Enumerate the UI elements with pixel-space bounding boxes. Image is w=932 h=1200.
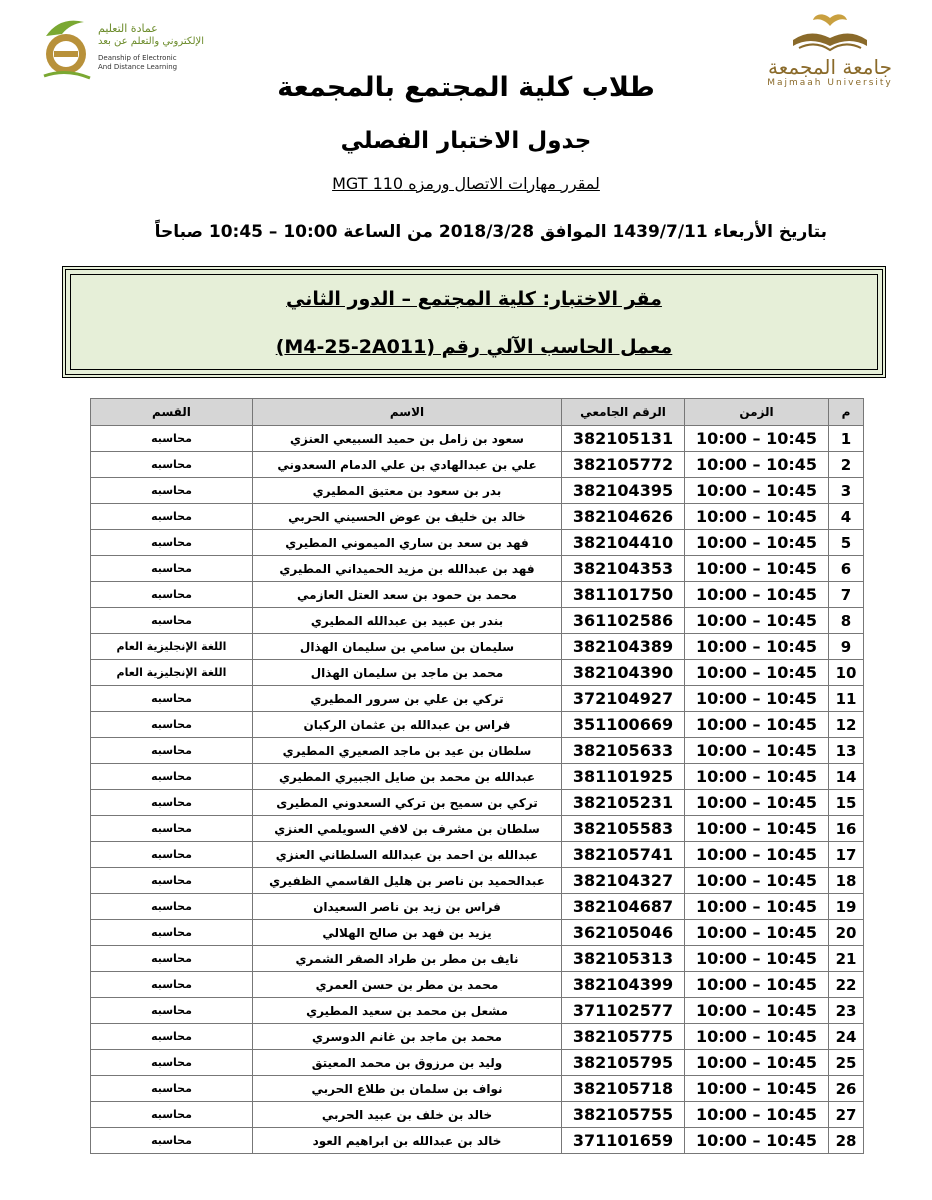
cell-name: بدر بن سعود بن معتيق المطيري [253, 478, 562, 504]
cell-name: يزيد بن فهد بن صالح الهلالي [253, 920, 562, 946]
table-row [91, 946, 864, 972]
cell-dept: محاسبه [91, 738, 253, 764]
cell-num: 13 [829, 738, 864, 764]
cell-id: 382105755 [562, 1102, 685, 1128]
table-row [91, 530, 864, 556]
cell-name: محمد بن ماجد بن سليمان الهذال [253, 660, 562, 686]
cell-num: 10 [829, 660, 864, 686]
cell-time: 10:00 – 10:45 [685, 842, 829, 868]
cell-id: 382104353 [562, 556, 685, 582]
table-row [91, 556, 864, 582]
schedule-title: جدول الاختبار الفصلي [340, 128, 592, 154]
venue-location: مقر الاختبار: كلية المجتمع – الدور الثاني [286, 288, 662, 310]
cell-dept: محاسبه [91, 842, 253, 868]
cell-time: 10:00 – 10:45 [685, 608, 829, 634]
cell-id: 382104410 [562, 530, 685, 556]
deanship-name-arabic-line2: الإلكتروني والتعلم عن بعد [98, 36, 204, 47]
cell-name: مشعل بن محمد بن سعيد المطيري [253, 998, 562, 1024]
cell-time: 10:00 – 10:45 [685, 530, 829, 556]
university-name-english: Majmaah University [767, 78, 893, 88]
cell-id: 371101659 [562, 1128, 685, 1154]
cell-time: 10:00 – 10:45 [685, 634, 829, 660]
cell-time: 10:00 – 10:45 [685, 1076, 829, 1102]
cell-time: 10:00 – 10:45 [685, 1024, 829, 1050]
cell-num: 16 [829, 816, 864, 842]
cell-name: سلطان بن عيد بن ماجد الصعيري المطيري [253, 738, 562, 764]
cell-time: 10:00 – 10:45 [685, 894, 829, 920]
deanship-name-arabic-line1: عمادة التعليم [98, 22, 158, 35]
cell-num: 5 [829, 530, 864, 556]
cell-dept: محاسبه [91, 686, 253, 712]
table-row [91, 764, 864, 790]
cell-id: 382105741 [562, 842, 685, 868]
cell-id: 381101925 [562, 764, 685, 790]
cell-name: تركي بن سميح بن تركي السعدوني المطيرى [253, 790, 562, 816]
cell-num: 17 [829, 842, 864, 868]
cell-time: 10:00 – 10:45 [685, 660, 829, 686]
cell-num: 25 [829, 1050, 864, 1076]
table-row [91, 842, 864, 868]
cell-num: 20 [829, 920, 864, 946]
header-num: م [829, 399, 864, 426]
cell-name: عبدالحميد بن ناصر بن هليل القاسمي الظفيري [253, 868, 562, 894]
cell-name: علي بن عبدالهادي بن علي الدمام السعدوني [253, 452, 562, 478]
cell-dept: محاسبه [91, 452, 253, 478]
cell-num: 14 [829, 764, 864, 790]
cell-time: 10:00 – 10:45 [685, 816, 829, 842]
cell-name: تركي بن علي بن سرور المطيري [253, 686, 562, 712]
table-row [91, 1050, 864, 1076]
table-row [91, 868, 864, 894]
table-row [91, 582, 864, 608]
cell-num: 22 [829, 972, 864, 998]
cell-dept: محاسبه [91, 426, 253, 452]
cell-num: 8 [829, 608, 864, 634]
cell-id: 382104327 [562, 868, 685, 894]
cell-name: عبدالله بن محمد بن صايل الجبيري المطيري [253, 764, 562, 790]
cell-time: 10:00 – 10:45 [685, 920, 829, 946]
table-row [91, 790, 864, 816]
exam-venue-box [62, 266, 886, 378]
cell-id: 382104390 [562, 660, 685, 686]
cell-id: 382105231 [562, 790, 685, 816]
cell-dept: محاسبه [91, 1050, 253, 1076]
cell-id: 382104399 [562, 972, 685, 998]
cell-dept: محاسبه [91, 972, 253, 998]
cell-dept: محاسبه [91, 478, 253, 504]
cell-dept: محاسبه [91, 556, 253, 582]
cell-name: بندر بن عبيد بن عبدالله المطيري [253, 608, 562, 634]
header-time: الزمن [685, 399, 829, 426]
cell-name: فهد بن عبدالله بن مزيد الحميداني المطيري [253, 556, 562, 582]
cell-time: 10:00 – 10:45 [685, 1050, 829, 1076]
cell-name: سلطان بن مشرف بن لافي السويلمي العنزي [253, 816, 562, 842]
cell-dept: محاسبه [91, 790, 253, 816]
cell-time: 10:00 – 10:45 [685, 764, 829, 790]
table-row [91, 1076, 864, 1102]
table-row [91, 504, 864, 530]
cell-num: 11 [829, 686, 864, 712]
cell-id: 361102586 [562, 608, 685, 634]
cell-id: 382105313 [562, 946, 685, 972]
cell-num: 2 [829, 452, 864, 478]
cell-name: محمد بن ماجد بن غانم الدوسري [253, 1024, 562, 1050]
cell-dept: محاسبه [91, 608, 253, 634]
university-name-arabic: جامعة المجمعة [768, 55, 892, 79]
cell-name: خالد بن عبدالله بن ابراهيم العود [253, 1128, 562, 1154]
cell-num: 4 [829, 504, 864, 530]
table-body [91, 426, 864, 1154]
cell-time: 10:00 – 10:45 [685, 556, 829, 582]
cell-id: 382105131 [562, 426, 685, 452]
table-row [91, 686, 864, 712]
cell-time: 10:00 – 10:45 [685, 790, 829, 816]
cell-time: 10:00 – 10:45 [685, 868, 829, 894]
deanship-name-english-line1: Deanship of Electronic [98, 54, 177, 62]
cell-time: 10:00 – 10:45 [685, 504, 829, 530]
cell-id: 382105775 [562, 1024, 685, 1050]
cell-dept: محاسبه [91, 1076, 253, 1102]
page-title: طلاب كلية المجتمع بالمجمعة [277, 72, 655, 103]
course-line: لمقرر مهارات الاتصال ورمزه MGT 110 [332, 174, 600, 193]
cell-num: 9 [829, 634, 864, 660]
cell-dept: محاسبه [91, 1128, 253, 1154]
cell-name: محمد بن مطر بن حسن العمري [253, 972, 562, 998]
cell-num: 1 [829, 426, 864, 452]
header-id: الرقم الجامعي [562, 399, 685, 426]
table-row [91, 816, 864, 842]
cell-name: فراس بن زيد بن ناصر السعيدان [253, 894, 562, 920]
cell-dept: محاسبه [91, 530, 253, 556]
header-dept: القسم [91, 399, 253, 426]
cell-dept: محاسبه [91, 712, 253, 738]
cell-id: 382105583 [562, 816, 685, 842]
cell-time: 10:00 – 10:45 [685, 712, 829, 738]
cell-dept: محاسبه [91, 764, 253, 790]
table-header-row [91, 399, 864, 426]
cell-name: نايف بن مطر بن طراد الصقر الشمري [253, 946, 562, 972]
cell-dept: محاسبه [91, 920, 253, 946]
table-row [91, 634, 864, 660]
cell-num: 27 [829, 1102, 864, 1128]
cell-time: 10:00 – 10:45 [685, 452, 829, 478]
cell-dept: اللغة الإنجليزية العام [91, 660, 253, 686]
cell-num: 12 [829, 712, 864, 738]
cell-time: 10:00 – 10:45 [685, 946, 829, 972]
cell-time: 10:00 – 10:45 [685, 478, 829, 504]
table-row [91, 738, 864, 764]
venue-lab: معمل الحاسب الآلي رقم (M4-25-2A011) [275, 336, 673, 358]
cell-id: 382104389 [562, 634, 685, 660]
cell-time: 10:00 – 10:45 [685, 1102, 829, 1128]
cell-name: سعود بن زامل بن حميد السبيعي العنزي [253, 426, 562, 452]
cell-time: 10:00 – 10:45 [685, 998, 829, 1024]
header-name: الاسم [253, 399, 562, 426]
cell-time: 10:00 – 10:45 [685, 686, 829, 712]
cell-id: 362105046 [562, 920, 685, 946]
cell-name: محمد بن حمود بن سعد العتل العازمي [253, 582, 562, 608]
table-row [91, 660, 864, 686]
cell-dept: اللغة الإنجليزية العام [91, 634, 253, 660]
cell-dept: محاسبه [91, 894, 253, 920]
table-row [91, 712, 864, 738]
deanship-name-english-line2: And Distance Learning [98, 63, 178, 71]
cell-id: 382105772 [562, 452, 685, 478]
cell-dept: محاسبه [91, 998, 253, 1024]
cell-name: سليمان بن سامي بن سليمان الهذال [253, 634, 562, 660]
open-book-icon [785, 10, 875, 56]
cell-name: وليد بن مرزوق بن محمد المعيتق [253, 1050, 562, 1076]
table-row [91, 1024, 864, 1050]
cell-id: 351100669 [562, 712, 685, 738]
cell-id: 371102577 [562, 998, 685, 1024]
cell-time: 10:00 – 10:45 [685, 738, 829, 764]
cell-id: 381101750 [562, 582, 685, 608]
cell-dept: محاسبه [91, 1024, 253, 1050]
cell-name: عبدالله بن احمد بن عبدالله السلطاني العنزي [253, 842, 562, 868]
cell-num: 28 [829, 1128, 864, 1154]
cell-dept: محاسبه [91, 868, 253, 894]
table-row [91, 426, 864, 452]
cell-id: 382104626 [562, 504, 685, 530]
cell-id: 382105795 [562, 1050, 685, 1076]
cell-num: 26 [829, 1076, 864, 1102]
cell-name: فهد بن سعد بن ساري الميموني المطيري [253, 530, 562, 556]
cell-dept: محاسبه [91, 582, 253, 608]
table-row [91, 894, 864, 920]
cell-num: 15 [829, 790, 864, 816]
cell-time: 10:00 – 10:45 [685, 582, 829, 608]
cell-id: 382104395 [562, 478, 685, 504]
cell-dept: محاسبه [91, 1102, 253, 1128]
cell-num: 23 [829, 998, 864, 1024]
cell-num: 6 [829, 556, 864, 582]
cell-dept: محاسبه [91, 816, 253, 842]
cell-num: 19 [829, 894, 864, 920]
cell-num: 3 [829, 478, 864, 504]
table-row [91, 452, 864, 478]
cell-dept: محاسبه [91, 946, 253, 972]
cell-time: 10:00 – 10:45 [685, 1128, 829, 1154]
cell-id: 382105633 [562, 738, 685, 764]
cell-num: 18 [829, 868, 864, 894]
table-row [91, 1102, 864, 1128]
table-row [91, 1128, 864, 1154]
table-row [91, 998, 864, 1024]
cell-id: 382105718 [562, 1076, 685, 1102]
table-row [91, 478, 864, 504]
cell-id: 382104687 [562, 894, 685, 920]
cell-num: 24 [829, 1024, 864, 1050]
cell-id: 372104927 [562, 686, 685, 712]
student-roster-table [90, 398, 864, 1154]
cell-name: فراس بن عبدالله بن عثمان الركبان [253, 712, 562, 738]
table-row [91, 920, 864, 946]
cell-num: 21 [829, 946, 864, 972]
cell-dept: محاسبه [91, 504, 253, 530]
table-row [91, 972, 864, 998]
table-row [91, 608, 864, 634]
cell-time: 10:00 – 10:45 [685, 972, 829, 998]
exam-date-line: بتاريخ الأربعاء 1439/7/11 الموافق 2018/3/28 من الساعة 10:00 – 10:45 صباحاً [154, 222, 827, 242]
cell-name: خالد بن خلف بن عبيد الحربي [253, 1102, 562, 1128]
cell-time: 10:00 – 10:45 [685, 426, 829, 452]
cell-name: نواف بن سلمان بن طلاع الحربي [253, 1076, 562, 1102]
cell-num: 7 [829, 582, 864, 608]
cell-name: خالد بن خليف بن عوض الحسيني الحربي [253, 504, 562, 530]
